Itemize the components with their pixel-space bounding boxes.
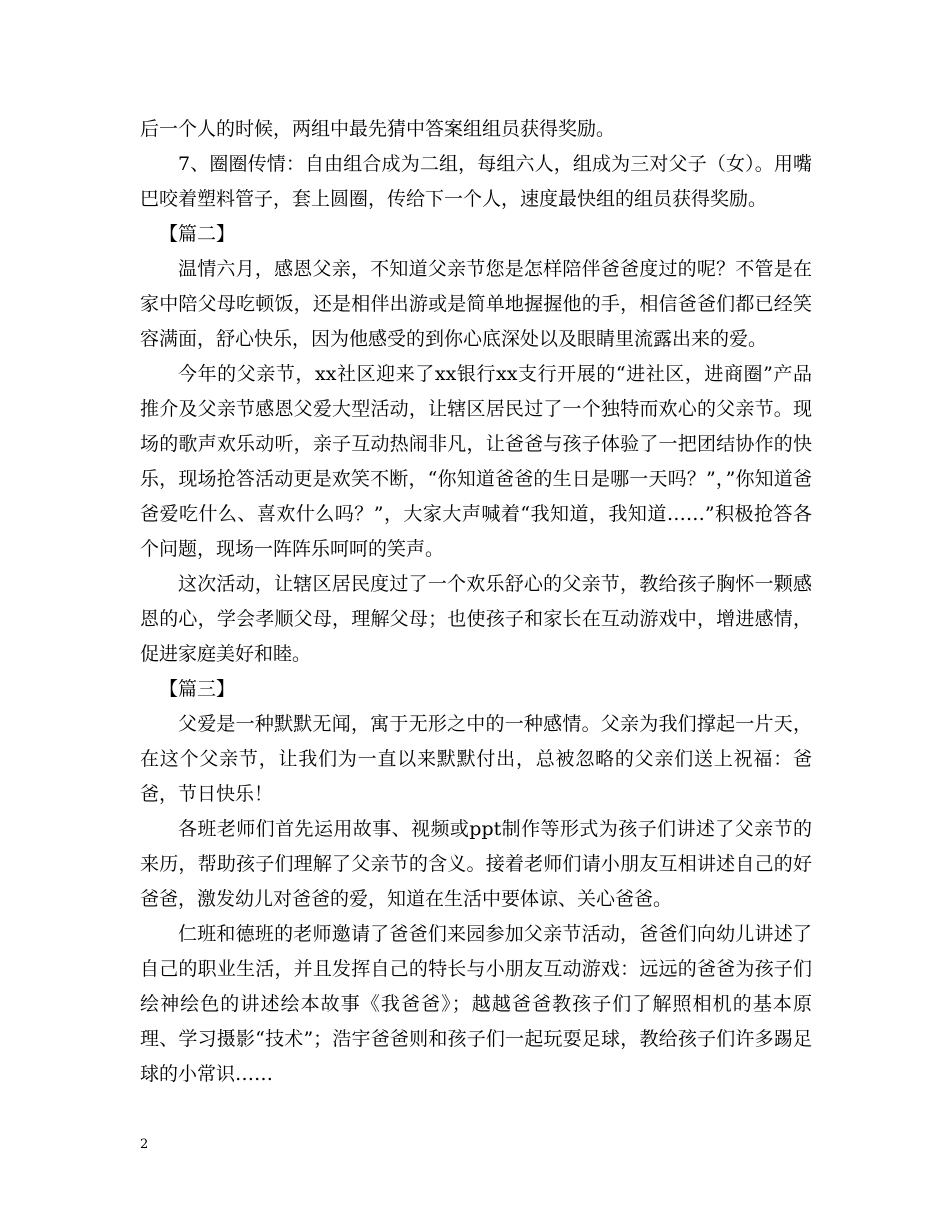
- section-heading-part-3: 【篇三】: [159, 678, 236, 700]
- paragraph-june-gratitude: 温情六月，感恩父亲，不知道父亲节您是怎样陪伴爸爸度过的呢？不管是在家中陪父母吃顿饭，还是相伴出游或是简单地握握他的手，相信爸爸们都已经笑容满面，舒心快乐，因为他感受的到你心底深处以及眼睛里流露出来的爱。: [140, 258, 812, 350]
- paragraph-event-summary: 这次活动，让辖区居民度过了一个欢乐舒心的父亲节，教给孩子胸怀一颗感恩的心，学会孝顺父母，理解父母；也使孩子和家长在互动游戏中，增进感情，促进家庭美好和睦。: [140, 573, 812, 665]
- page-number: 2: [140, 1137, 149, 1152]
- document-body: [140, 112, 812, 1092]
- paragraph-fatherly-love: 父爱是一种默默无闻，寓于无形之中的一种感情。父亲为我们撑起一片天，在这个父亲节，让我们为一直以来默默付出，总被忽略的父亲们送上祝福：爸爸，节日快乐！: [140, 713, 812, 805]
- paragraph-community-event: 今年的父亲节，xx社区迎来了xx银行xx支行开展的“进社区，进商圈”产品推介及父亲节感恩父爱大型活动，让辖区居民过了一个独特而欢心的父亲节。现场的歌声欢乐动听，亲子互动热闹非凡，让爸爸与孩子体验了一把团结协作的快乐，现场抢答活动更是欢笑不断，“你知道爸爸的生日是哪一天吗？”，”你知道爸爸爱吃什么、喜欢什么吗？”，大家大声喊着“我知道，我知道……”积极抢答各个问题，现场一阵阵乐呵呵的笑声。: [140, 363, 812, 560]
- paragraph-game-7: 7、圈圈传情：自由组合成为二组，每组六人，组成为三对父子（女）。用嘴巴咬着塑料管子，套上圆圈，传给下一个人，速度最快组的组员获得奖励。: [140, 153, 812, 210]
- paragraph-continuation: 后一个人的时候，两组中最先猜中答案组组员获得奖励。: [140, 118, 616, 140]
- section-heading-part-2: 【篇二】: [159, 223, 236, 245]
- paragraph-dads-visit: 仁班和德班的老师邀请了爸爸们来园参加父亲节活动，爸爸们向幼儿讲述了自己的职业生活，并且发挥自己的特长与小朋友互动游戏：远远的爸爸为孩子们绘神绘色的讲述绘本故事《我爸爸》；越越爸爸教孩子们了解照相机的基本原理、学习摄影“技术”；浩宇爸爸则和孩子们一起玩耍足球，教给孩子们许多踢足球的小常识……: [140, 923, 812, 1085]
- paragraph-class-teachers: 各班老师们首先运用故事、视频或ppt制作等形式为孩子们讲述了父亲节的来历，帮助孩子们理解了父亲节的含义。接着老师们请小朋友互相讲述自己的好爸爸，激发幼儿对爸爸的爱，知道在生活中要体谅、关心爸爸。: [140, 818, 812, 910]
